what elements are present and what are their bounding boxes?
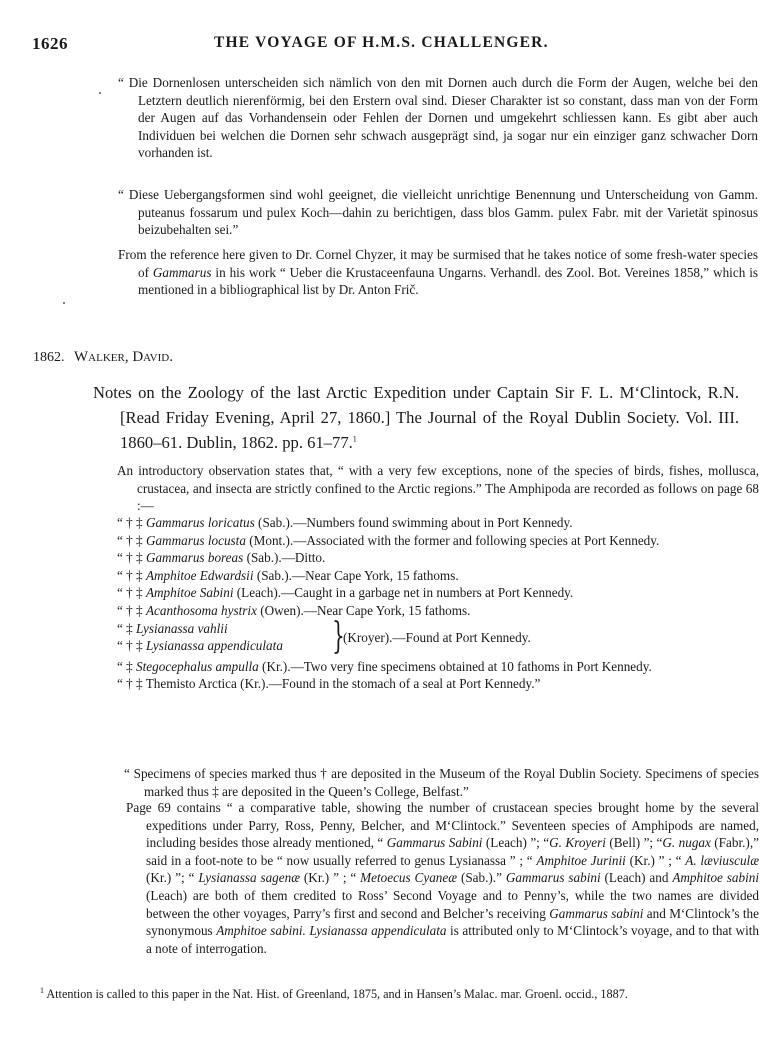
running-header xyxy=(32,34,736,56)
brace-glyph: } xyxy=(332,615,345,657)
footnote xyxy=(40,986,740,1002)
page69-paragraph: Page 69 contains “ a comparative table, showing the number of crustacean species brought home by the several expeditions under Parry, Ross, Penny, Belcher, and M‘Clintock.” Seventeen species of Amphipods are named, including besides those already mentioned, “ Gammarus Sabini (Leach) ”; “G. Kroyeri (Bell) ”; “G. nugax (Fabr.),” said in a foot-note to be “ now usually referred to genus Lysianassa ” ; “ Amphitoe Jurinii (Kr.) ” ; “ A. læviusculæ (Kr.) ”; “ Lysianassa sagenæ (Kr.) ” ; “ Metoecus Cyaneæ (Sab.).” Gammarus sabini (Leach) and Amphitoe sabini (Leach) are both of them credited to Ross’ Second Voyage and to Penny’s, while the two names are divided between the other voyages, Parry’s first and second and Belcher’s receiving Gammarus sabini and M‘Clintock’s the synonymous Amphitoe sabini. Lysianassa appendiculata is attributed only to M‘Clintock’s voyage, and to that with a note of interrogation. xyxy=(126,800,760,956)
species-name: Lysianassa appendiculata xyxy=(145,638,283,654)
list-item: “ † ‡ Gammarus boreas (Sab.).—Ditto. xyxy=(117,550,326,566)
list-item: “ ‡ Stegocephalus ampulla (Kr.).—Two very fine specimens obtained at 10 fathoms in Port Kennedy. xyxy=(117,658,652,674)
intro-paragraph: An introductory observation states that, “ with a very few exceptions, none of the species of birds, fishes, mollusca, crustacea, and insecta are strictly confined to the Arctic regions.” The Amphipoda are recorded as follows on page 68 :— xyxy=(117,463,759,514)
entry-author: Walker, David. xyxy=(74,349,173,365)
list-item: “ † ‡ Gammarus locusta (Mont.).—Associated with the former and following species at Port Kennedy. xyxy=(117,532,660,548)
fric-italic: Gammarus xyxy=(152,264,212,280)
entry-year: 1862. xyxy=(33,350,65,365)
fric-text-a: From the reference here given to Dr. Cornel Chyzer, it may be surmised that he takes notice of some fresh-water species of xyxy=(118,247,758,280)
german-quote-1: “ Die Dornenlosen unterscheiden sich nämlich von den mit Dornen auch durch die Form der Augen, welche bei den Letztern deutlich nierenförmig, bei den Erstern oval sind. Dieser Charakter ist so constant, dass man von der Form der Augen auf das Vorhandensein oder Fehlen der Dornen und umgekehrt schliessen kann. Es gibt aber auch Individuen bei welchen die Dornen sehr schwach ausgeprägt sind, ja sogar nur ein einziger ganz schwacher Dorn vorhanden ist. xyxy=(118,75,758,161)
list-item: “ † ‡ Themisto Arctica (Kr.).—Found in the stomach of a seal at Port Kennedy.” xyxy=(117,676,541,692)
work-title xyxy=(93,380,739,455)
work-title-text: Notes on the Zoology of the last Arctic Expedition under Captain Sir F. L. M‘Clintock, R.N. [Read Friday Evening, April 27, 1860.] The Journal of the Royal Dublin Society. Vol. III. 1860–61. Dublin, 1862. pp. 61–77. xyxy=(93,383,739,452)
species-name: Stegocephalus ampulla xyxy=(136,658,259,674)
species-name: Acanthosoma hystrix xyxy=(145,602,257,618)
species-name: Gammarus boreas xyxy=(145,550,244,566)
speck xyxy=(63,302,65,304)
fric-text-b: in his work “ Ueber die Krustaceenfauna Ungarns. Verhandl. des Zool. Bot. Vereines 1858,” which is mentioned in a bibliographical list by Dr. Anton Frič. xyxy=(138,264,758,298)
brace-names xyxy=(117,620,283,655)
footnote-mark: 1 xyxy=(40,985,44,995)
species-name: Amphitoe Sabini xyxy=(145,585,234,601)
species-name: Lysianassa vahlii xyxy=(136,620,228,636)
species-name: Amphitoe Edwardsii xyxy=(145,567,254,583)
list-item: “ † ‡ Acanthosoma hystrix (Owen).—Near Cape York, 15 fathoms. xyxy=(117,602,471,618)
fric-paragraph xyxy=(118,246,758,299)
species-list xyxy=(117,514,739,693)
specimens-note: “ Specimens of species marked thus † are deposited in the Museum of the Royal Dublin Society. Specimens of species marked thus ‡ are deposited in the Queen’s College, Belfast.” xyxy=(124,766,759,799)
list-item: “ † ‡ Amphitoe Sabini (Leach).—Caught in a garbage net in numbers at Port Kennedy. xyxy=(117,585,574,601)
page-number: 1626 xyxy=(32,34,68,53)
list-item: “ ‡ Lysianassa vahlii xyxy=(117,620,228,636)
footnote-text: Attention is called to this paper in the Nat. Hist. of Greenland, 1875, and in Hansen’s Malac. mar. Groenl. occid., 1887. xyxy=(44,987,628,1001)
bibliography-entry-heading xyxy=(33,349,173,366)
list-item: “ † ‡ Gammarus loricatus (Sab.).—Numbers found swimming about in Port Kennedy. xyxy=(117,515,573,530)
work-title-footnote-mark: 1 xyxy=(352,434,357,444)
list-item: “ † ‡ Amphitoe Edwardsii (Sab.).—Near Cape York, 15 fathoms. xyxy=(117,567,459,583)
brace-group xyxy=(117,615,739,658)
list-item: “ † ‡ Lysianassa appendiculata xyxy=(117,638,283,654)
species-name: Gammarus locusta xyxy=(145,532,246,548)
running-title: THE VOYAGE OF H.M.S. CHALLENGER. xyxy=(214,34,549,51)
speck xyxy=(99,92,101,94)
german-quote-2: “ Diese Uebergangsformen sind wohl geeignet, die vielleicht unrichtige Benennung und Unterscheidung von Gamm. puteanus fossarum und pulex Koch—dahin zu berichtigen, dass blos Gamm. pulex Fabr. mit der Varietät spinosus beizubehalten sei.” xyxy=(118,187,758,238)
brace-note: (Kroyer).—Found at Port Kennedy. xyxy=(343,629,531,645)
species-name: Gammarus loricatus xyxy=(145,515,255,530)
